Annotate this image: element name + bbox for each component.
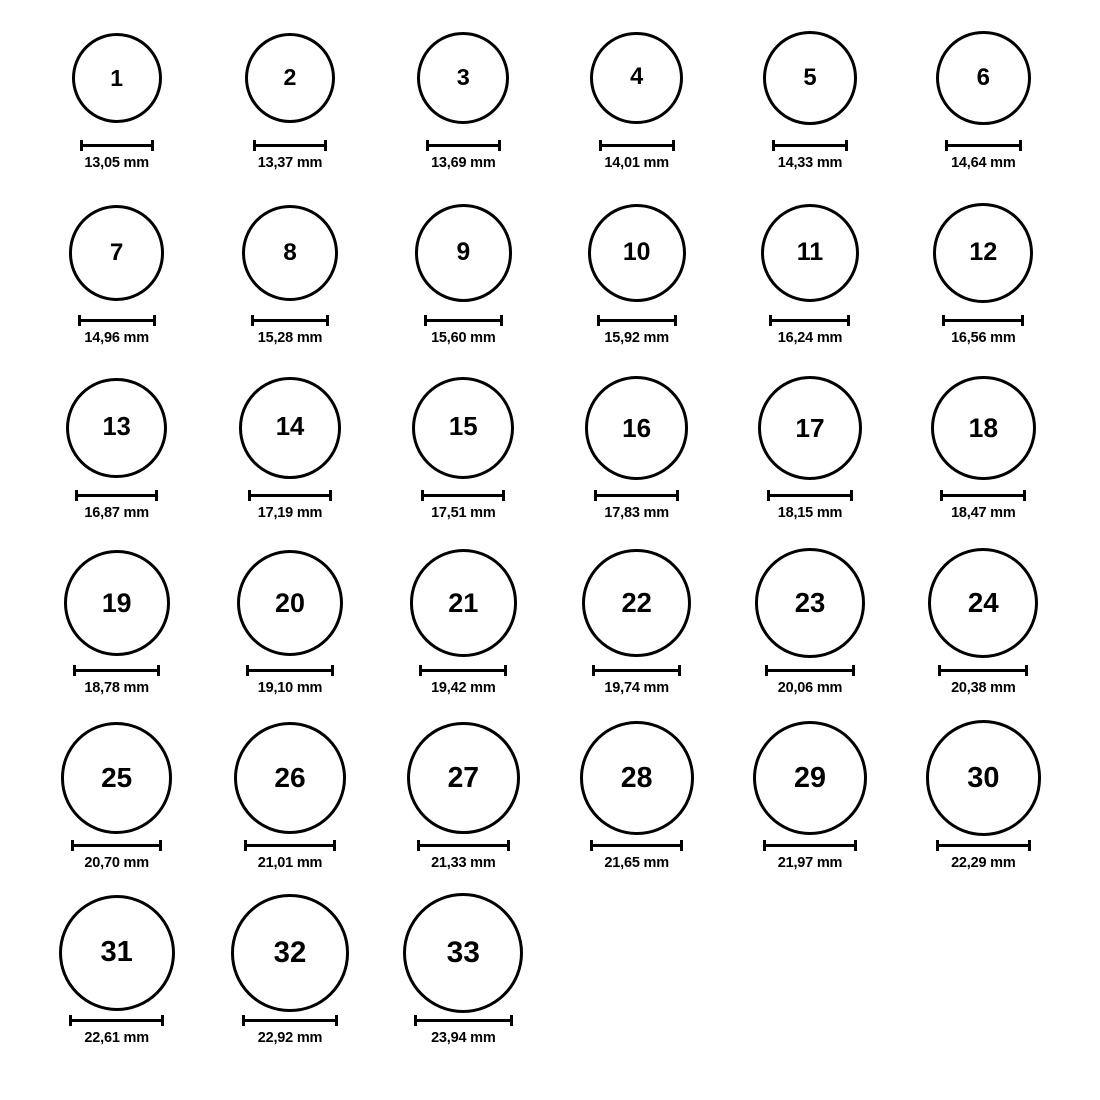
diameter-measure-bar [75, 490, 157, 500]
measure-line [763, 844, 857, 847]
diameter-measure-bar [421, 490, 505, 500]
ring-circle-wrap [403, 893, 523, 1013]
diameter-label: 14,64 mm [951, 155, 1016, 171]
measure-line [80, 144, 154, 147]
measure-cap-left [769, 315, 772, 326]
diameter-measure-bar [244, 840, 336, 850]
measure-cap-left [417, 840, 420, 851]
measure-cap-right [326, 315, 329, 326]
ring-size-number: 13 [102, 413, 131, 442]
ring-size-cell [203, 893, 376, 1068]
ring-circle-wrap [580, 718, 694, 838]
measure-cap-left [248, 490, 251, 501]
measure-cap-left [772, 140, 775, 151]
measure-line [75, 494, 157, 497]
diameter-measure-bar [253, 140, 328, 150]
ring-size-cell [550, 368, 723, 543]
measure-cap-right [329, 490, 332, 501]
ring-size-cell [377, 18, 550, 193]
diameter-label: 15,60 mm [431, 330, 496, 346]
ring-circle [72, 33, 162, 123]
ring-circle-wrap [234, 718, 346, 838]
measure-cap-left [75, 490, 78, 501]
ring-size-cell [30, 193, 203, 368]
ring-size-number: 4 [630, 64, 644, 91]
measure-cap-right [159, 840, 162, 851]
measure-cap-right [504, 665, 507, 676]
ring-size-number: 3 [456, 64, 470, 91]
ring-circle-wrap [585, 368, 688, 488]
ring-size-cell [203, 368, 376, 543]
measure-line [599, 144, 675, 147]
measure-line [417, 844, 510, 847]
measure-cap-right [845, 140, 848, 151]
diameter-label: 17,51 mm [431, 505, 496, 521]
measure-line [767, 494, 852, 497]
diameter-label: 17,83 mm [604, 505, 669, 521]
ring-circle [928, 548, 1038, 658]
measure-cap-right [854, 840, 857, 851]
ring-size-number: 7 [109, 238, 124, 266]
diameter-label: 20,70 mm [84, 855, 149, 871]
measure-cap-right [678, 665, 681, 676]
diameter-label: 16,56 mm [951, 330, 1016, 346]
diameter-label: 19,10 mm [257, 680, 323, 696]
ring-circle [245, 33, 336, 124]
measure-cap-left [940, 490, 943, 501]
ring-circle [231, 894, 348, 1011]
measure-cap-left [419, 665, 422, 676]
ring-circle [753, 721, 868, 836]
ring-size-number: 22 [621, 587, 652, 619]
measure-cap-left [242, 1015, 245, 1026]
diameter-measure-bar [246, 665, 333, 675]
measure-cap-left [253, 140, 256, 151]
ring-circle-wrap [66, 368, 167, 488]
ring-circle [933, 203, 1033, 303]
ring-size-number: 23 [794, 587, 826, 619]
ring-size-number: 31 [100, 936, 133, 969]
measure-line [424, 319, 504, 322]
diameter-label: 19,74 mm [604, 680, 669, 696]
ring-circle [580, 721, 694, 835]
diameter-measure-bar [592, 665, 681, 675]
measure-cap-left [78, 315, 81, 326]
diameter-label: 22,29 mm [951, 855, 1016, 871]
measure-cap-left [69, 1015, 72, 1026]
measure-line [73, 669, 160, 672]
measure-cap-left [71, 840, 74, 851]
ring-size-number: 26 [274, 761, 306, 793]
diameter-measure-bar [248, 490, 331, 500]
measure-cap-left [251, 315, 254, 326]
measure-cap-right [324, 140, 327, 151]
measure-line [69, 1019, 164, 1022]
ring-circle-wrap [231, 893, 348, 1013]
measure-line [419, 669, 507, 672]
measure-cap-left [765, 665, 768, 676]
ring-circle [237, 550, 344, 657]
ring-size-cell [723, 193, 896, 368]
ring-size-cell [30, 368, 203, 543]
measure-cap-left [938, 665, 941, 676]
diameter-measure-bar [78, 315, 156, 325]
ring-size-cell [377, 718, 550, 893]
ring-size-cell [377, 193, 550, 368]
diameter-measure-bar [426, 140, 501, 150]
ring-circle [582, 549, 690, 657]
measure-line [772, 144, 849, 147]
ring-size-number: 5 [803, 64, 817, 92]
ring-circle [758, 376, 862, 480]
ring-circle [590, 32, 683, 125]
ring-circle-wrap [412, 368, 514, 488]
measure-cap-right [510, 1015, 513, 1026]
ring-circle [926, 720, 1041, 835]
measure-line [945, 144, 1022, 147]
measure-cap-left [942, 315, 945, 326]
ring-circle-wrap [239, 368, 340, 488]
diameter-measure-bar [938, 665, 1028, 675]
diameter-label: 20,38 mm [951, 680, 1016, 696]
diameter-measure-bar [80, 140, 154, 150]
measure-cap-left [599, 140, 602, 151]
diameter-measure-bar [945, 140, 1022, 150]
ring-size-number: 30 [967, 761, 1000, 794]
measure-cap-right [333, 840, 336, 851]
measure-cap-left [246, 665, 249, 676]
ring-circle [417, 32, 509, 124]
ring-circle-wrap [242, 193, 338, 313]
measure-line [590, 844, 683, 847]
ring-size-cell [30, 543, 203, 718]
measure-line [242, 1019, 338, 1022]
ring-circle [936, 31, 1030, 125]
diameter-label: 19,42 mm [431, 680, 496, 696]
diameter-label: 22,92 mm [257, 1030, 323, 1046]
ring-circle-wrap [926, 718, 1041, 838]
diameter-label: 15,28 mm [257, 330, 323, 346]
diameter-label: 16,24 mm [777, 330, 843, 346]
ring-size-number: 12 [969, 238, 998, 267]
diameter-measure-bar [417, 840, 510, 850]
ring-size-cell [897, 543, 1070, 718]
diameter-measure-bar [73, 665, 160, 675]
ring-circle-wrap [931, 368, 1036, 488]
ring-circle [415, 204, 512, 301]
measure-line [938, 669, 1028, 672]
ring-circle-wrap [758, 368, 862, 488]
measure-line [244, 844, 336, 847]
ring-size-number: 1 [110, 64, 124, 91]
measure-cap-right [151, 140, 154, 151]
measure-cap-right [331, 665, 334, 676]
ring-size-number: 32 [273, 936, 307, 970]
ring-circle [585, 376, 688, 479]
ring-circle [407, 722, 520, 835]
measure-cap-left [73, 665, 76, 676]
measure-cap-left [426, 140, 429, 151]
ring-size-cell [723, 543, 896, 718]
ring-size-number: 19 [101, 587, 132, 618]
ring-size-cell [377, 368, 550, 543]
ring-circle-wrap [237, 543, 344, 663]
diameter-measure-bar [597, 315, 677, 325]
ring-circle-wrap [410, 543, 518, 663]
diameter-measure-bar [936, 840, 1031, 850]
measure-cap-right [680, 840, 683, 851]
ring-size-number: 14 [275, 413, 305, 442]
diameter-label: 14,33 mm [777, 155, 843, 171]
ring-size-number: 28 [620, 761, 653, 794]
ring-size-number: 18 [968, 412, 999, 443]
ring-circle [763, 31, 857, 125]
diameter-measure-bar [763, 840, 857, 850]
ring-size-cell [550, 193, 723, 368]
ring-circle [931, 376, 1036, 481]
diameter-label: 14,96 mm [84, 330, 149, 346]
measure-line [769, 319, 850, 322]
ring-size-number: 29 [794, 761, 826, 794]
diameter-measure-bar [424, 315, 504, 325]
ring-circle [59, 895, 175, 1011]
diameter-label: 13,69 mm [431, 155, 496, 171]
diameter-label: 14,01 mm [604, 155, 669, 171]
ring-size-cell [203, 718, 376, 893]
measure-cap-right [502, 490, 505, 501]
diameter-label: 18,15 mm [777, 505, 843, 521]
ring-circle-wrap [72, 18, 162, 138]
ring-circle [66, 378, 167, 479]
measure-line [936, 844, 1031, 847]
measure-line [71, 844, 162, 847]
measure-line [248, 494, 331, 497]
diameter-measure-bar [69, 1015, 164, 1025]
diameter-label: 18,47 mm [951, 505, 1016, 521]
ring-circle [234, 722, 346, 834]
ring-size-number: 25 [101, 762, 133, 794]
measure-line [942, 319, 1024, 322]
diameter-measure-bar [71, 840, 162, 850]
ring-size-cell [723, 718, 896, 893]
ring-size-number: 9 [456, 238, 471, 266]
measure-line [414, 1019, 512, 1022]
diameter-measure-bar [767, 490, 852, 500]
ring-circle [403, 893, 523, 1013]
ring-circle [242, 205, 338, 301]
ring-size-grid [30, 18, 1070, 1068]
diameter-measure-bar [251, 315, 330, 325]
ring-circle-wrap [415, 193, 512, 313]
ring-circle-wrap [417, 18, 509, 138]
diameter-label: 21,65 mm [604, 855, 669, 871]
ring-circle-wrap [59, 893, 175, 1013]
measure-cap-right [155, 490, 158, 501]
measure-cap-left [945, 140, 948, 151]
diameter-label: 18,78 mm [84, 680, 149, 696]
measure-cap-left [424, 315, 427, 326]
diameter-measure-bar [599, 140, 675, 150]
measure-cap-left [244, 840, 247, 851]
diameter-measure-bar [414, 1015, 512, 1025]
ring-size-cell [550, 543, 723, 718]
measure-cap-right [498, 140, 501, 151]
ring-size-number: 21 [448, 587, 479, 619]
ring-circle-wrap [69, 193, 164, 313]
ring-size-cell [897, 193, 1070, 368]
ring-circle-wrap [933, 193, 1033, 313]
ring-size-cell [897, 718, 1070, 893]
diameter-label: 13,05 mm [84, 155, 149, 171]
ring-size-cell [377, 543, 550, 718]
measure-cap-right [847, 315, 850, 326]
measure-line [592, 669, 681, 672]
ring-size-number: 24 [967, 587, 999, 619]
ring-size-number: 27 [447, 761, 480, 794]
measure-line [940, 494, 1026, 497]
measure-cap-right [1025, 665, 1028, 676]
measure-cap-right [1023, 490, 1026, 501]
diameter-label: 17,19 mm [257, 505, 323, 521]
diameter-label: 21,33 mm [431, 855, 496, 871]
ring-circle-wrap [61, 718, 172, 838]
measure-line [597, 319, 677, 322]
ring-size-cell [897, 18, 1070, 193]
measure-cap-left [597, 315, 600, 326]
ring-size-cell [203, 193, 376, 368]
diameter-measure-bar [942, 315, 1024, 325]
measure-cap-left [767, 490, 770, 501]
diameter-measure-bar [769, 315, 850, 325]
measure-cap-right [500, 315, 503, 326]
measure-cap-left [936, 840, 939, 851]
diameter-label: 15,92 mm [604, 330, 669, 346]
ring-size-number: 6 [976, 63, 990, 91]
ring-circle [761, 204, 860, 303]
measure-cap-right [674, 315, 677, 326]
measure-cap-right [157, 665, 160, 676]
measure-line [253, 144, 328, 147]
ring-circle [410, 549, 518, 657]
ring-size-cell [30, 893, 203, 1068]
ring-circle-wrap [763, 18, 857, 138]
diameter-label: 23,94 mm [431, 1030, 496, 1046]
ring-size-cell [723, 18, 896, 193]
ring-circle-wrap [753, 718, 868, 838]
ring-size-number: 15 [448, 413, 478, 442]
ring-size-cell [203, 543, 376, 718]
measure-line [78, 319, 156, 322]
ring-circle-wrap [761, 193, 860, 313]
diameter-measure-bar [772, 140, 849, 150]
diameter-label: 20,06 mm [777, 680, 843, 696]
diameter-measure-bar [419, 665, 507, 675]
ring-circle-wrap [936, 18, 1030, 138]
ring-circle-wrap [64, 543, 170, 663]
diameter-measure-bar [765, 665, 855, 675]
ring-circle-wrap [928, 543, 1038, 663]
measure-cap-left [414, 1015, 417, 1026]
diameter-measure-bar [594, 490, 679, 500]
measure-line [594, 494, 679, 497]
measure-cap-left [592, 665, 595, 676]
measure-line [421, 494, 505, 497]
measure-line [246, 669, 333, 672]
ring-size-cell [550, 18, 723, 193]
measure-line [251, 319, 330, 322]
ring-circle-wrap [755, 543, 864, 663]
diameter-label: 13,37 mm [257, 155, 323, 171]
ring-circle-wrap [407, 718, 520, 838]
ring-size-number: 33 [446, 936, 480, 969]
measure-cap-right [1019, 140, 1022, 151]
measure-cap-left [763, 840, 766, 851]
measure-line [765, 669, 855, 672]
ring-size-number: 11 [796, 238, 824, 267]
diameter-label: 16,87 mm [84, 505, 149, 521]
diameter-measure-bar [242, 1015, 338, 1025]
diameter-measure-bar [940, 490, 1026, 500]
measure-line [426, 144, 501, 147]
ring-circle [412, 377, 514, 479]
ring-size-cell [550, 718, 723, 893]
measure-cap-left [80, 140, 83, 151]
ring-size-number: 20 [275, 587, 305, 618]
ring-circle-wrap [245, 18, 336, 138]
ring-size-number: 8 [283, 238, 297, 266]
diameter-label: 21,01 mm [257, 855, 323, 871]
ring-circle [61, 722, 172, 833]
diameter-measure-bar [590, 840, 683, 850]
diameter-label: 22,61 mm [84, 1030, 149, 1046]
ring-size-number: 16 [622, 412, 652, 443]
ring-circle [239, 377, 340, 478]
ring-circle-wrap [588, 193, 686, 313]
ring-size-cell [377, 893, 550, 1068]
ring-circle [69, 205, 164, 300]
ring-circle [64, 550, 170, 656]
ring-size-cell [30, 718, 203, 893]
ring-size-cell [723, 368, 896, 543]
measure-cap-left [590, 840, 593, 851]
ring-size-number: 10 [622, 238, 651, 266]
measure-cap-right [852, 665, 855, 676]
measure-cap-right [335, 1015, 338, 1026]
ring-size-cell [897, 368, 1070, 543]
measure-cap-right [507, 840, 510, 851]
measure-cap-right [672, 140, 675, 151]
ring-circle [755, 548, 864, 657]
measure-cap-right [850, 490, 853, 501]
measure-cap-right [161, 1015, 164, 1026]
measure-cap-right [676, 490, 679, 501]
ring-size-cell [30, 18, 203, 193]
ring-size-cell [203, 18, 376, 193]
measure-cap-left [421, 490, 424, 501]
measure-cap-right [1028, 840, 1031, 851]
ring-circle [588, 204, 686, 302]
diameter-label: 21,97 mm [777, 855, 843, 871]
measure-cap-right [153, 315, 156, 326]
ring-size-number: 2 [283, 64, 297, 91]
ring-circle-wrap [582, 543, 690, 663]
measure-cap-right [1021, 315, 1024, 326]
ring-circle-wrap [590, 18, 683, 138]
measure-cap-left [594, 490, 597, 501]
ring-size-number: 17 [795, 412, 825, 443]
